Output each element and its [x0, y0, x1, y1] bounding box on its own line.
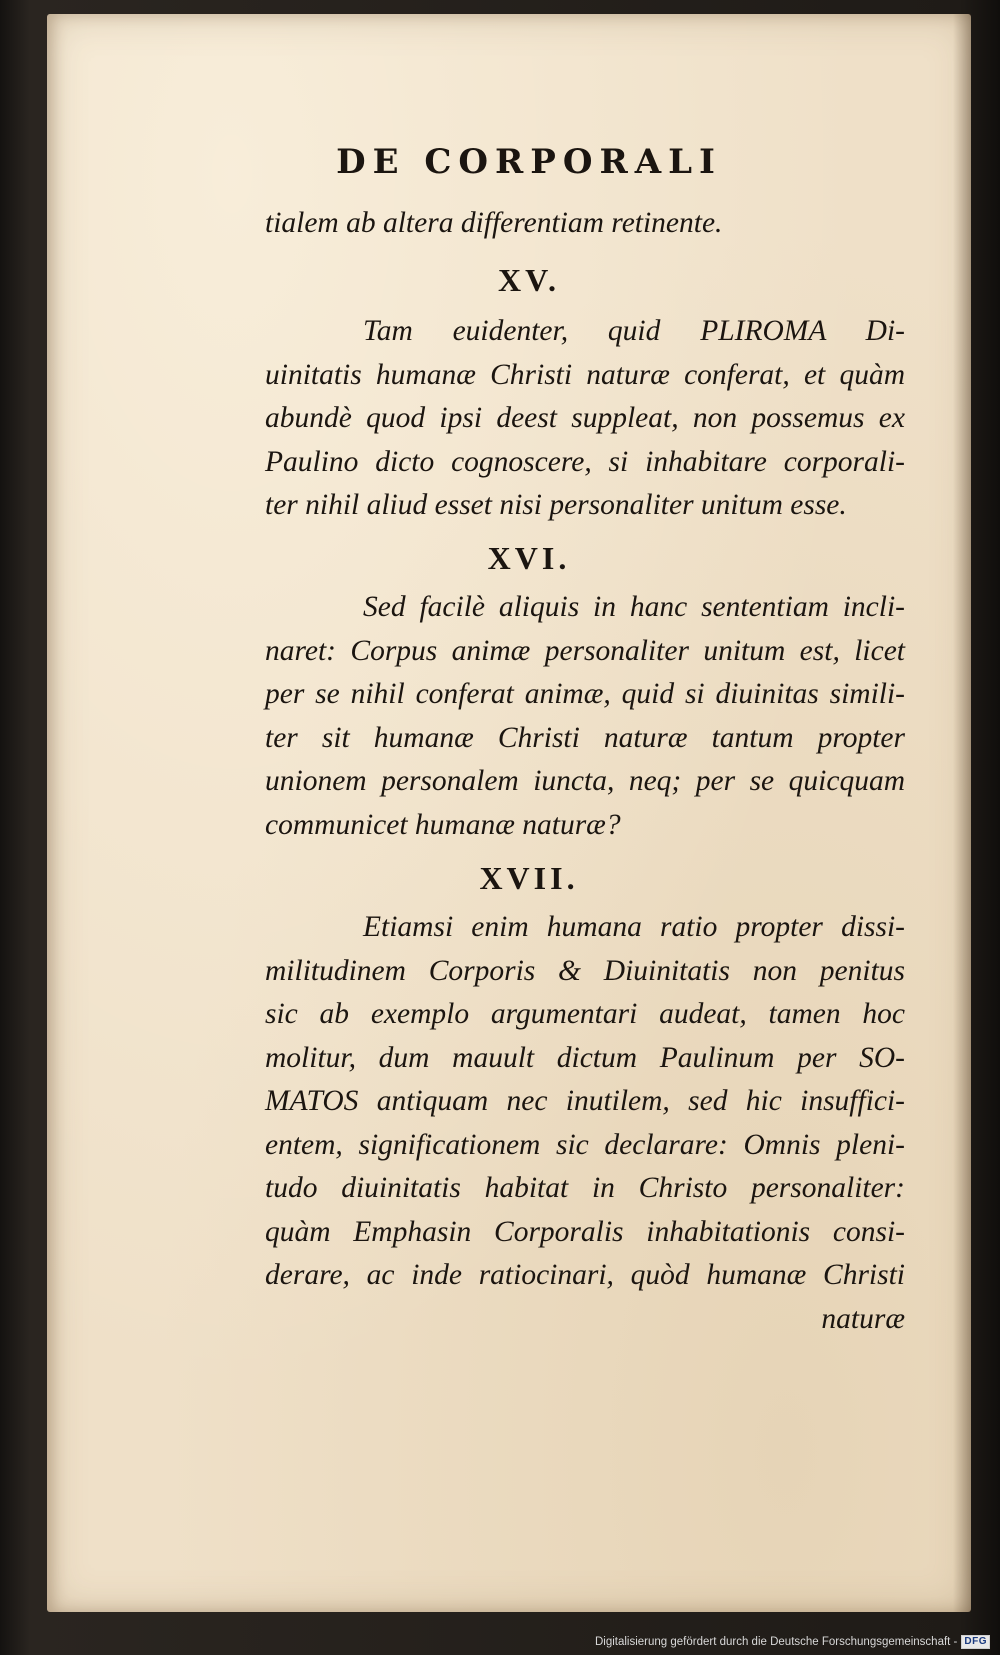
text-line: sic ab exemplo argumentari audeat, tamen hoc: [265, 998, 905, 1030]
text-line: molitur, dum mauult dictum Paulinum per SO-: [265, 1041, 905, 1074]
carry-over-text: [265, 202, 905, 246]
text-line: ter sit humanæ Christi naturæ tantum propter: [265, 721, 905, 754]
section-xvii-text: [265, 906, 905, 1341]
text-line: Paulino dicto cognoscere, si inhabitare corporali-: [265, 445, 905, 478]
text-line: naret: Corpus animæ personaliter unitum est, licet: [265, 634, 905, 667]
text-line: unionem personalem iuncta, neq; per se quicquam: [265, 765, 905, 797]
credit-text: Digitalisierung gefördert durch die Deutsche Forschungsgemeinschaft -: [594, 1636, 958, 1648]
book-page: [47, 14, 971, 1612]
text-line: Tam euidenter, quid PLIROMA Di-: [363, 315, 905, 347]
section-xv-text: [265, 310, 905, 528]
text-line: Etiamsi enim humana ratio propter dissi-: [363, 911, 905, 943]
text-line: abundè quod ipsi deest suppleat, non possemus ex: [265, 402, 905, 434]
catchword: naturæ: [821, 1302, 905, 1335]
section-number-xv: XV.: [497, 262, 561, 298]
section-number-xvii: XVII.: [479, 860, 579, 896]
text-line: quàm Emphasin Corporalis inhabitationis consi-: [265, 1215, 905, 1248]
text-line: uinitatis humanæ Christi naturæ conferat, et quàm: [265, 358, 905, 391]
section-xvi-text: [265, 586, 905, 847]
text-line: MATOS antiquam nec inutilem, sed hic insuffici-: [265, 1085, 905, 1117]
text-line: ter nihil aliud esset nisi personaliter unitum esse.: [265, 489, 847, 521]
text-line: entem, significationem sic declarare: Omnis pleni-: [265, 1128, 905, 1161]
dfg-logo: DFG: [961, 1635, 990, 1649]
text-line: militudinem Corporis & Diuinitatis non penitus: [265, 954, 905, 987]
text-line: tudo diuinitatis habitat in Christo personaliter:: [265, 1172, 905, 1204]
text-line: per se nihil conferat animæ, quid si diuinitas simili-: [265, 678, 905, 710]
text-line: derare, ac inde ratiocinari, quòd humanæ Christi: [265, 1259, 905, 1291]
text-line: communicet humanæ naturæ?: [265, 808, 621, 841]
digitization-credit: [595, 1635, 990, 1649]
running-head: DE CORPORALI: [336, 142, 722, 182]
text-line: Sed facilè aliquis in hanc sententiam incli-: [363, 591, 905, 623]
section-number-xvi: XVI.: [487, 540, 571, 576]
text-line: tialem ab altera differentiam retinente.: [265, 207, 723, 239]
